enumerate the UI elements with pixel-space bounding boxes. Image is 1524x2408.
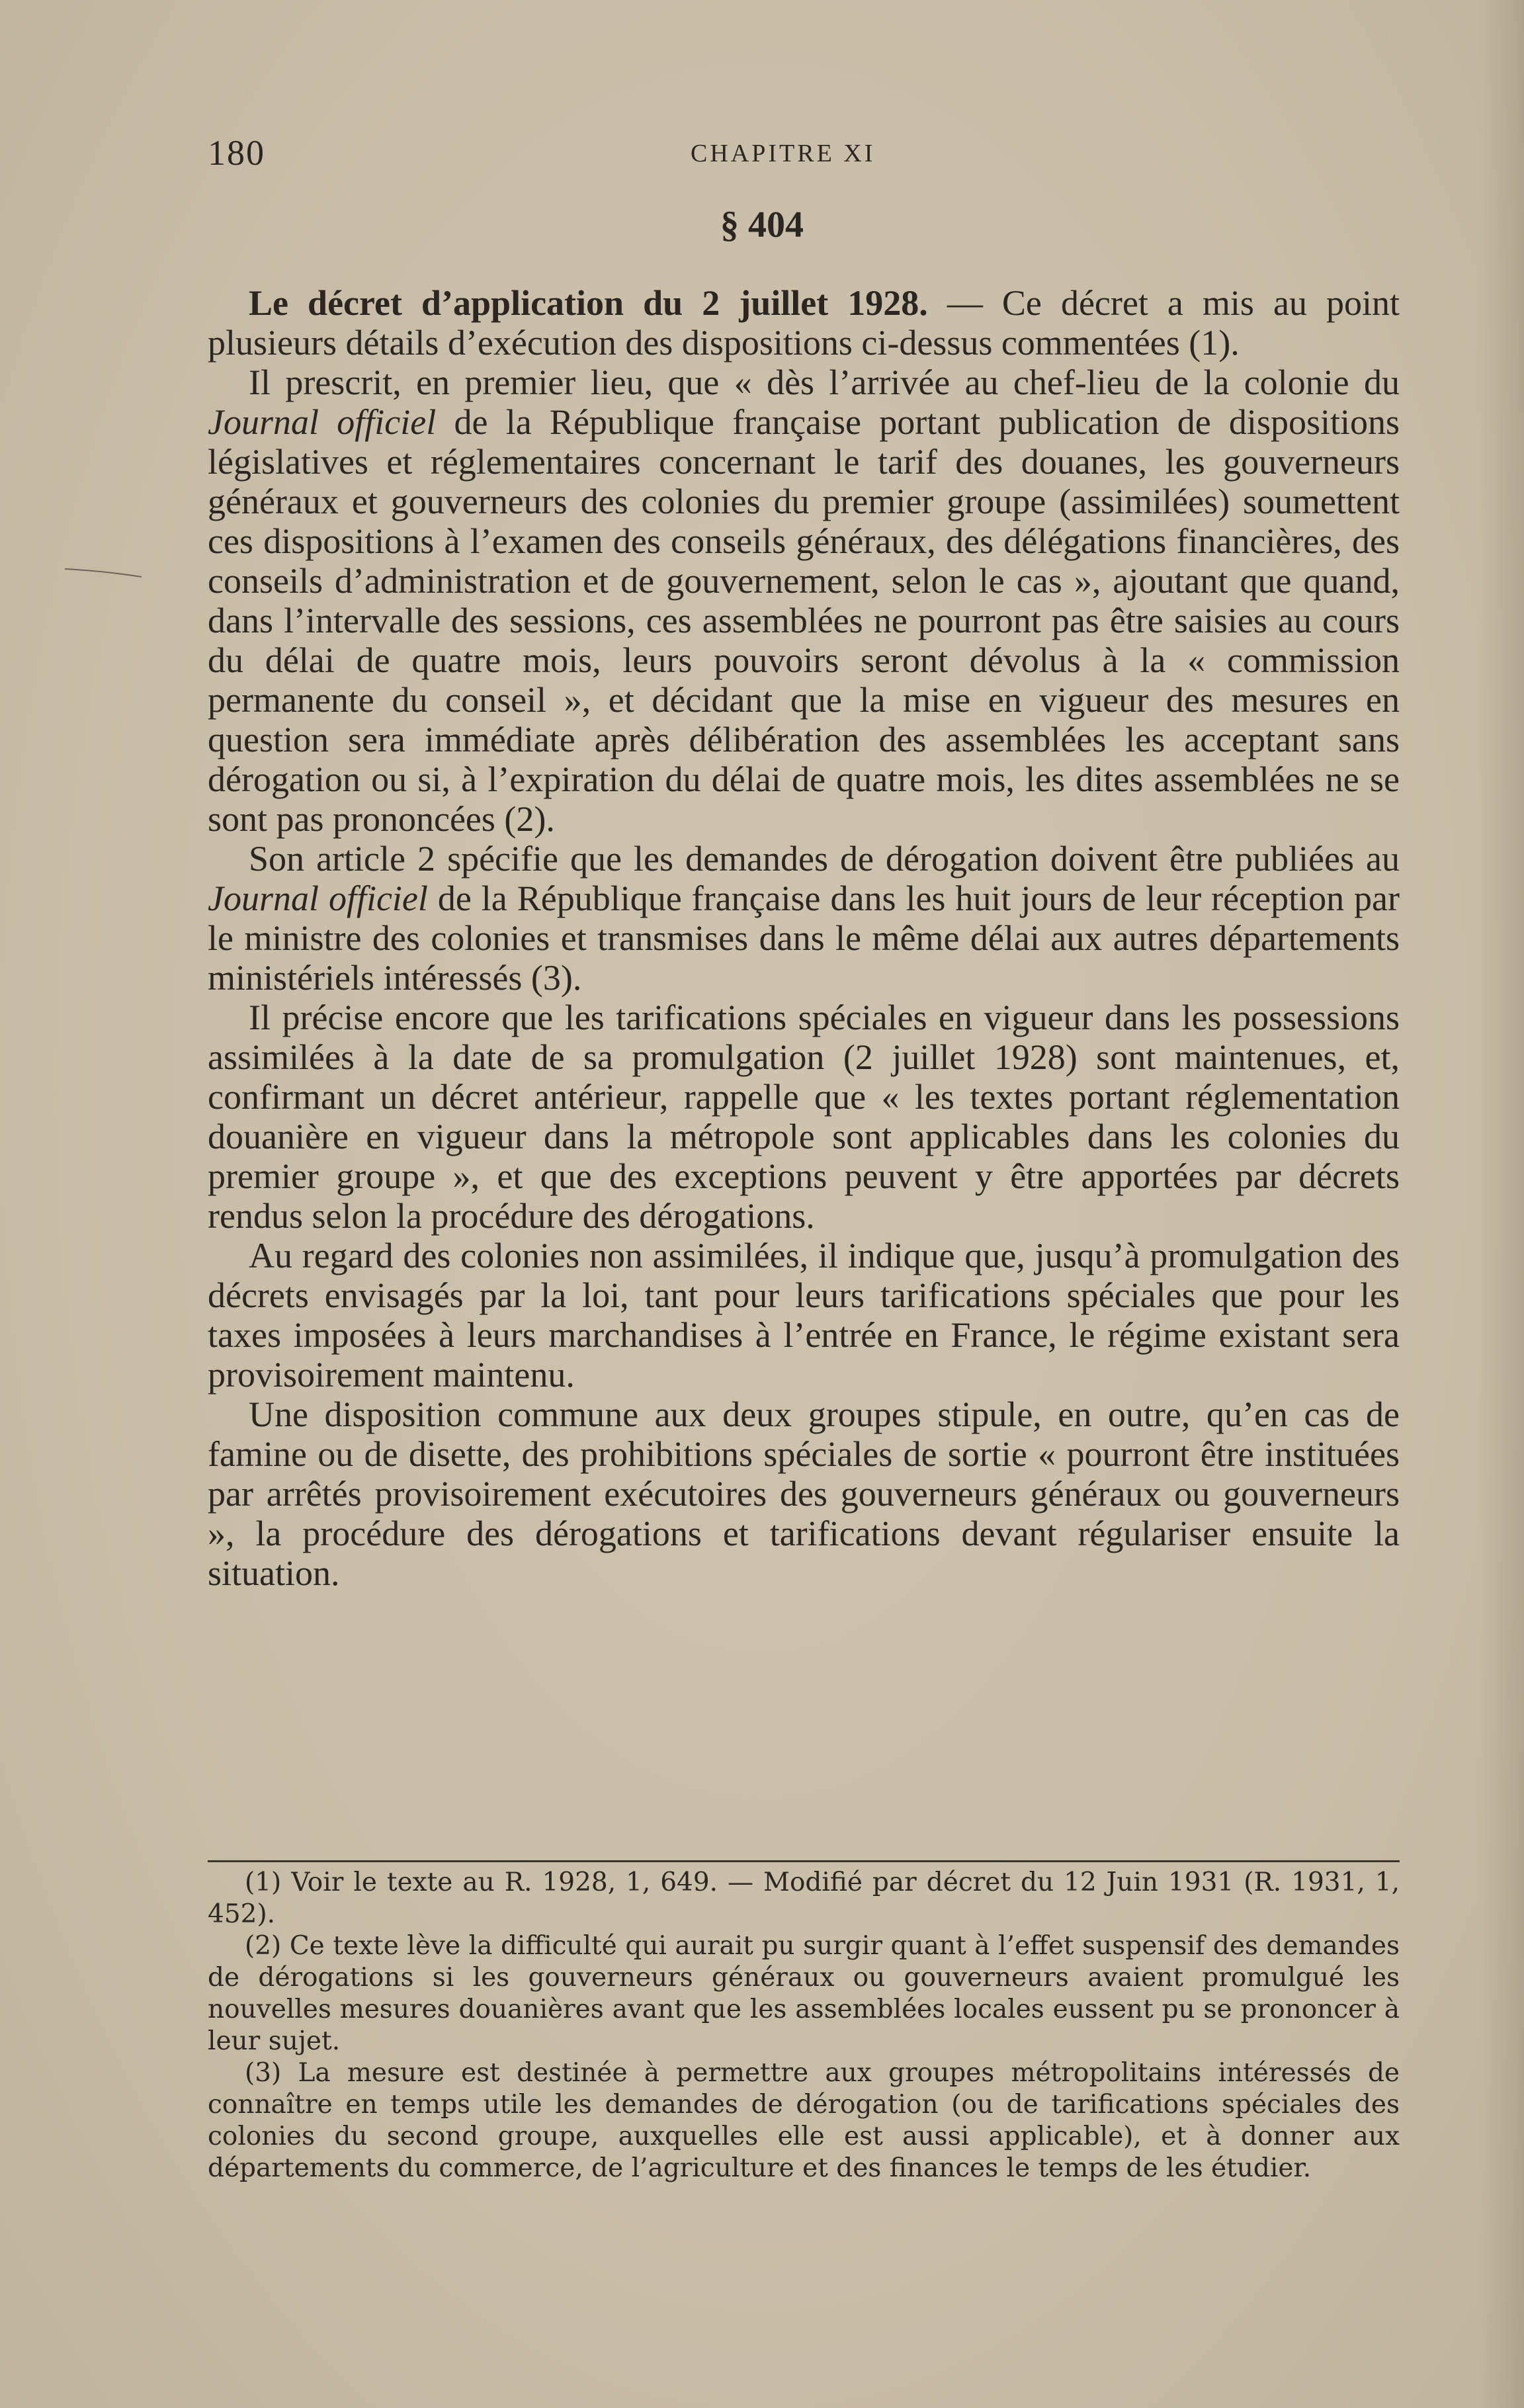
footnotes xyxy=(208,1867,1400,2184)
paragraph-3-text-a: Son article 2 spécifie que les demandes de dérogation doivent être publiées au xyxy=(249,839,1400,879)
paragraph-2-text-b: de la République française portant publication de dispositions législatives et réglementaires concernant le tarif des douanes, les gouverneurs généraux et gouverneurs des colonies du premier groupe (assimilées) soumettent ces dispositions à l’examen des conseils généraux, des délégations financières, des conseils d’administration et de gouvernement, selon le cas », ajoutant que quand, dans l’intervalle des sessions, ces assemblées ne pourront pas être saisies au cours du délai de quatre mois, leurs pouvoirs seront dévolus à la « commission permanente du conseil », et décidant que la mise en vigueur des mesures en question sera immédiate après délibération des assemblées les acceptant sans dérogation ou si, à l’expiration du délai de quatre mois, les dites assemblées ne se sont pas prononcées (2). xyxy=(208,402,1400,839)
footnote-2: (2) Ce texte lève la difficulté qui aurait pu surgir quant à l’effet suspensif des demandes de dérogations si les gouverneurs généraux ou gouverneurs avaient promulgué les nouvelles mesures douanières avant que les assemblées locales eussent pu se prononcer à leur sujet. xyxy=(208,1931,1400,2056)
paragraph-2-journal: Journal officiel xyxy=(208,402,437,442)
paragraph-6: Une disposition commune aux deux groupes stipule, en outre, qu’en cas de famine ou de disette, des prohibitions spéciales de sortie « pourront être instituées par arrêtés provisoirement exécutoires des gouverneurs généraux ou gouverneurs », la procédure des dérogations et tarifications devant régulariser ensuite la situation. xyxy=(208,1395,1400,1593)
running-head: CHAPITRE XI xyxy=(691,140,876,167)
main-text xyxy=(208,283,1400,1593)
paragraph-1-text: — Ce décret a mis au point plusieurs détails d’exécution des dispositions ci-dessus commentées (1). xyxy=(208,283,1400,363)
paragraph-1 xyxy=(208,283,1400,363)
footnote-rule xyxy=(208,1860,1400,1862)
section-number: § 404 xyxy=(720,204,804,245)
paragraph-1-lead: Le décret d’application du 2 juillet 1928. xyxy=(249,283,928,323)
page-spine-shadow xyxy=(1478,0,1524,2408)
footnote-1: (1) Voir le texte au R. 1928, 1, 649. — Modifié par décret du 12 Juin 1931 (R. 1931, 1, 452). xyxy=(208,1868,1400,1929)
paragraph-4: Il précise encore que les tarifications spéciales en vigueur dans les possessions assimilées à la date de sa promulgation (2 juillet 1928) sont maintenues, et, confirmant un décret antérieur, rappelle que « les textes portant réglementation douanière en vigueur dans la métropole sont applicables dans les colonies du premier groupe », et que des exceptions peuvent y être apportées par décrets rendus selon la procédure des dérogations. xyxy=(208,998,1400,1236)
paragraph-2 xyxy=(208,363,1400,839)
paragraph-2-text-a: Il prescrit, en premier lieu, que « dès l’arrivée au chef-lieu de la colonie du xyxy=(249,363,1400,402)
margin-pencil-mark xyxy=(64,566,143,580)
footnote-3: (3) La mesure est destinée à permettre aux groupes métropolitains intéressés de connaître en temps utile les demandes de dérogation (ou de tarifications spéciales des colonies du second groupe, auxquelles elle est aussi applicable), et à donner aux départements du commerce, de l’agriculture et des finances le temps de les étudier. xyxy=(208,2058,1400,2183)
page-number: 180 xyxy=(208,133,265,173)
paragraph-5: Au regard des colonies non assimilées, il indique que, jusqu’à promulgation des décrets envisagés par la loi, tant pour leurs tarifications spéciales que pour les taxes imposées à leurs marchandises à l’entrée en France, le régime existant sera provisoirement maintenu. xyxy=(208,1236,1400,1395)
paragraph-3-text-b: de la République française dans les huit jours de leur réception par le ministre des colonies et transmises dans le même délai aux autres départements ministériels intéressés (3). xyxy=(208,879,1400,998)
paragraph-3-journal: Journal officiel xyxy=(208,879,428,918)
paragraph-3 xyxy=(208,839,1400,998)
page-header xyxy=(208,132,1400,179)
